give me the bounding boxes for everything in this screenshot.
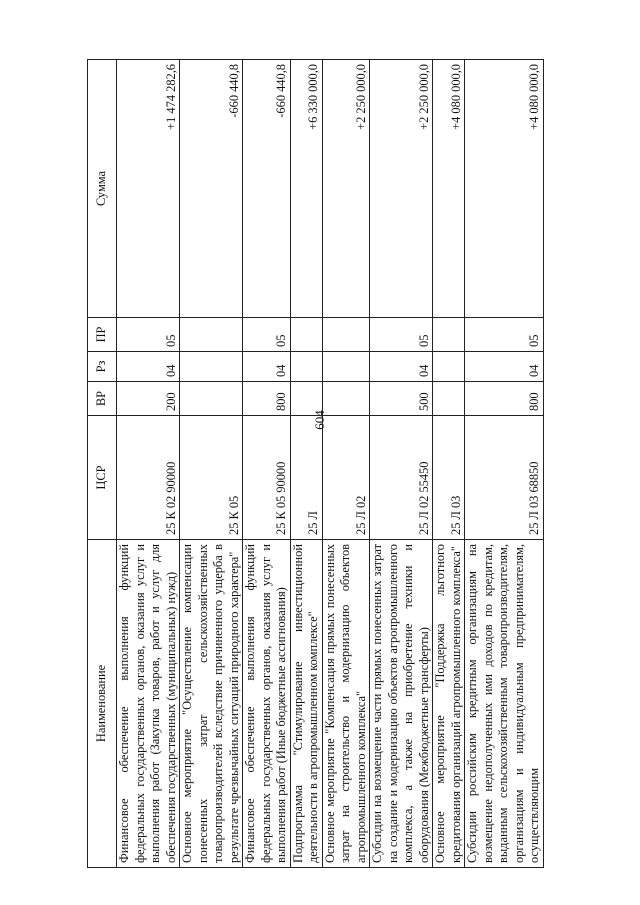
table-row: [290, 60, 322, 868]
row-csr: 25 К 05: [180, 416, 243, 540]
row-csr: 25 К 05 90000: [243, 416, 291, 540]
budget-table-rotated: [87, 60, 599, 868]
row-vr: 200: [117, 382, 180, 416]
row-vr: [433, 382, 465, 416]
header-row: [88, 60, 117, 868]
row-rz: 04: [465, 352, 544, 382]
table-row: [370, 60, 433, 868]
row-name: Основное мероприятие "Осуществление компенсации понесенных затрат сельскохозяйственных товаропроизводителей вследствие причиненного ущерба в результате чрезвычайных ситуаций природного характера": [180, 540, 243, 868]
header-sum: Сумма: [88, 60, 117, 318]
row-sum: +1 474 282,6: [117, 60, 180, 318]
row-sum: -660 440,8: [180, 60, 243, 318]
row-name: Подпрограмма "Стимулирование инвестиционной деятельности в агропромышленном комплексе": [290, 540, 322, 868]
header-csr: ЦСР: [88, 416, 117, 540]
row-vr: [322, 382, 370, 416]
row-csr: 25 К 02 90000: [117, 416, 180, 540]
table-row: [243, 60, 291, 868]
page-number: 604: [312, 410, 327, 430]
row-name: Финансовое обеспечение выполнения функций федеральных государственных органов, оказания услуг и выполнения работ (Закупка товаров, работ и услуг для обеспечения государственных (муниципальных) нужд): [117, 540, 180, 868]
row-pr: [433, 318, 465, 352]
row-rz: [290, 352, 322, 382]
header-pr: ПР: [88, 318, 117, 352]
header-name: Наименование: [88, 540, 117, 868]
row-csr: 25 Л: [290, 416, 322, 540]
row-vr: 500: [370, 382, 433, 416]
row-name: Основное мероприятие "Компенсация прямых понесенных затрат на строительство и модернизацию объектов агропромышленного комплекса": [322, 540, 370, 868]
row-sum: +2 250 000,0: [322, 60, 370, 318]
row-vr: 800: [465, 382, 544, 416]
row-name: Финансовое обеспечение выполнения функций федеральных государственных органов, оказания услуг и выполнения работ (Иные бюджетные ассигнования): [243, 540, 291, 868]
table-body: [117, 60, 544, 868]
header-rz: Рз: [88, 352, 117, 382]
row-sum: +6 330 000,0: [290, 60, 322, 318]
row-csr: 25 Л 02: [322, 416, 370, 540]
table-row: [117, 60, 180, 868]
row-rz: [180, 352, 243, 382]
table-row: [465, 60, 544, 868]
table-row: [322, 60, 370, 868]
row-vr: [180, 382, 243, 416]
row-csr: 25 Л 02 55450: [370, 416, 433, 540]
row-pr: 05: [370, 318, 433, 352]
table-row: [180, 60, 243, 868]
row-sum: +2 250 000,0: [370, 60, 433, 318]
table-header: [88, 60, 117, 868]
budget-table: [87, 59, 544, 868]
row-rz: [322, 352, 370, 382]
row-sum: -660 440,8: [243, 60, 291, 318]
row-pr: 05: [243, 318, 291, 352]
header-vr: ВР: [88, 382, 117, 416]
row-sum: +4 080 000,0: [433, 60, 465, 318]
row-rz: 04: [243, 352, 291, 382]
row-csr: 25 Л 03: [433, 416, 465, 540]
row-vr: 800: [243, 382, 291, 416]
row-rz: 04: [370, 352, 433, 382]
row-pr: 05: [117, 318, 180, 352]
row-csr: 25 Л 03 68850: [465, 416, 544, 540]
row-sum: +4 080 000,0: [465, 60, 544, 318]
row-name: Субсидии на возмещение части прямых понесенных затрат на создание и модернизацию объектов агропромышленного комплекса, а также на приобретение техники и оборудования (Межбюджетные трансферты): [370, 540, 433, 868]
row-rz: [433, 352, 465, 382]
row-pr: [290, 318, 322, 352]
row-name: Субсидии российским кредитным организациям на возмещение недополученных ими доходов по кредитам, выданным сельскохозяйственным товаропроизводителям, организациям и индивидуальным предпринимателям, осуществляющим: [465, 540, 544, 868]
row-pr: 05: [465, 318, 544, 352]
row-pr: [322, 318, 370, 352]
row-name: Основное мероприятие "Поддержка льготного кредитования организаций агропромышленного комплекса": [433, 540, 465, 868]
row-vr: [290, 382, 322, 416]
row-pr: [180, 318, 243, 352]
row-rz: 04: [117, 352, 180, 382]
table-row: [433, 60, 465, 868]
